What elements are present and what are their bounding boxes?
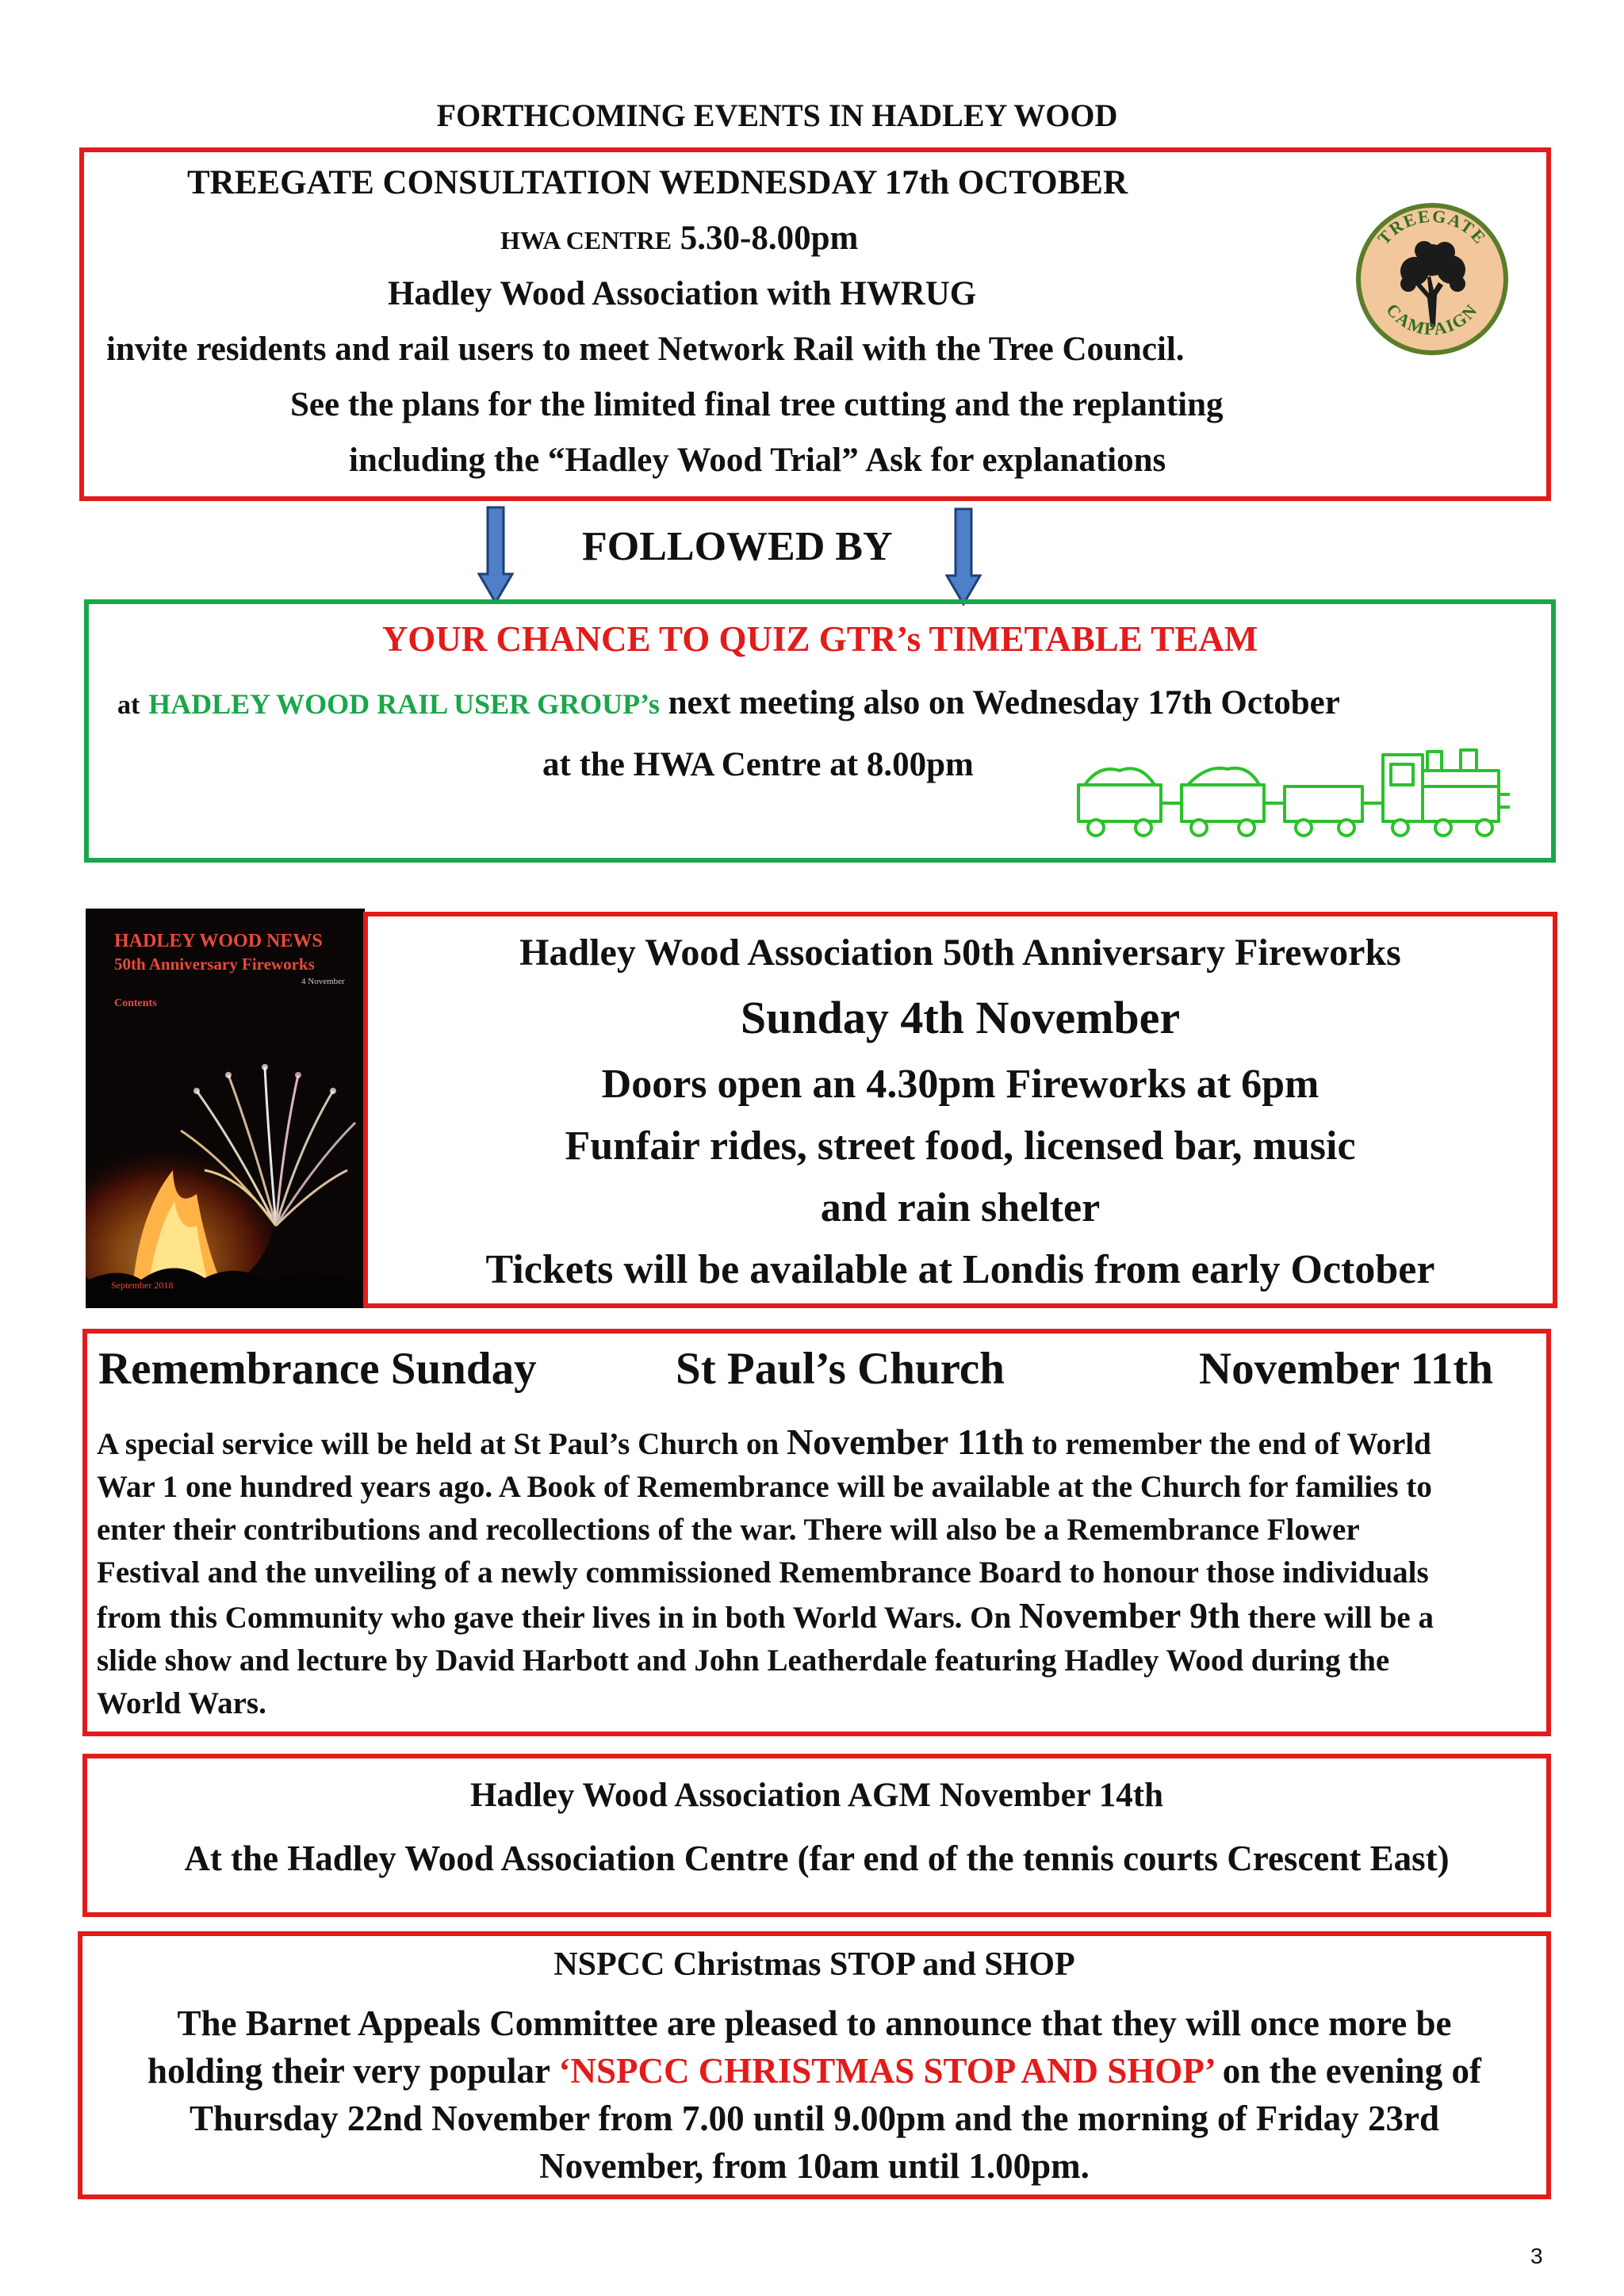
nspcc-title: NSPCC Christmas STOP and SHOP	[553, 1946, 1075, 1983]
treegate-venue: HWA CENTRE	[500, 226, 672, 254]
treegate-heading: TREEGATE CONSULTATION WEDNESDAY 17th OCTOBER	[187, 164, 1128, 201]
fireworks-section	[363, 912, 1557, 1308]
logo-bottom-text: CAMPAIGN	[1382, 299, 1482, 339]
nspcc-line: The Barnet Appeals Committee are pleased to announce that they will once more be	[177, 2003, 1452, 2043]
remembrance-section	[82, 1329, 1551, 1736]
logo-top-text: TREEGATE	[1373, 205, 1491, 249]
cover-subtitle: 50th Anniversary Fireworks	[114, 955, 315, 974]
page-title: FORTHCOMING EVENTS IN HADLEY WOOD	[436, 98, 1118, 133]
treegate-section	[79, 147, 1551, 501]
fireworks-attractions: Funfair rides, street food, licensed bar, music	[565, 1123, 1356, 1169]
treegate-plans: See the plans for the limited final tree cutting and the replanting	[290, 386, 1224, 423]
nspcc-section	[78, 1931, 1551, 2199]
nspcc-text: on the evening of	[1213, 2051, 1481, 2091]
cover-date: 4 November	[301, 977, 345, 986]
nspcc-text: holding their very popular	[147, 2051, 559, 2091]
remembrance-line	[97, 1421, 1619, 1466]
followed-by-label: FOLLOWED BY	[582, 524, 893, 569]
remembrance-text: from this Community who gave their lives in in both World Wars. On	[97, 1601, 1019, 1635]
cover-contents: Contents	[114, 997, 157, 1009]
agm-venue: At the Hadley Wood Association Centre (far end of the tennis courts Crescent East)	[184, 1839, 1450, 1878]
fireworks-title: Hadley Wood Association 50th Anniversary Fireworks	[519, 932, 1401, 974]
remembrance-line: slide show and lecture by David Harbott and John Leatherdale featuring Hadley Wood during the	[97, 1644, 1390, 1678]
fireworks-times: Doors open an 4.30pm Fireworks at 6pm	[601, 1062, 1320, 1107]
remembrance-text: there will be a	[1239, 1601, 1434, 1635]
remembrance-date: November 11th	[1199, 1344, 1494, 1394]
remembrance-line: World Wars.	[97, 1686, 266, 1720]
remembrance-text: A special service will be held at St Paul’s Church on	[97, 1427, 787, 1461]
hadley-wood-news-cover	[86, 909, 365, 1308]
remembrance-line	[97, 1594, 1619, 1640]
fireworks-tickets: Tickets will be available at Londis from early October	[485, 1247, 1435, 1292]
remembrance-line: enter their contributions and recollections of the war. There will also be a Remembrance Flower	[97, 1513, 1360, 1547]
rail-group-name: HADLEY WOOD RAIL USER GROUP’s	[148, 688, 660, 720]
down-arrow-icon-right	[945, 507, 982, 606]
cover-footer: September 2018	[111, 1280, 174, 1291]
treegate-time: 5.30-8.00pm	[680, 220, 859, 257]
rail-at: at	[117, 691, 140, 720]
down-arrow-icon-left	[477, 506, 514, 604]
nspcc-line: November, from 10am until 1.00pm.	[539, 2146, 1090, 2186]
remembrance-line: Festival and the unveiling of a newly commissioned Remembrance Board to honour those individuals	[97, 1556, 1429, 1590]
fireworks-date: Sunday 4th November	[740, 992, 1181, 1043]
nspcc-line: Thursday 22nd November from 7.00 until 9.00pm and the morning of Friday 23rd	[190, 2099, 1439, 2138]
remembrance-line: War 1 one hundred years ago. A Book of Remembrance will be available at the Church for families to	[97, 1470, 1432, 1504]
agm-title: Hadley Wood Association AGM November 14th	[470, 1777, 1163, 1814]
rail-heading: YOUR CHANCE TO QUIZ GTR’s TIMETABLE TEAM	[381, 619, 1258, 659]
treegate-invite: invite residents and rail users to meet Network Rail with the Tree Council.	[106, 331, 1185, 368]
rail-meeting-line	[117, 683, 1340, 722]
remembrance-paragraph	[97, 1421, 1619, 1725]
fireworks-shelter: and rain shelter	[820, 1185, 1101, 1230]
treegate-trial: including the “Hadley Wood Trial” Ask for explanations	[349, 442, 1166, 479]
rail-user-group-section	[84, 599, 1556, 863]
treegate-organisers: Hadley Wood Association with HWRUG	[388, 275, 977, 312]
nspcc-event-name: ‘NSPCC CHRISTMAS STOP AND SHOP’	[558, 2051, 1214, 2091]
nspcc-line	[82, 2050, 1546, 2091]
remembrance-church: St Paul’s Church	[676, 1344, 1005, 1394]
rail-meeting-date: next meeting also on Wednesday 17th October	[668, 684, 1340, 721]
remembrance-text: to remember the end of World	[1024, 1427, 1431, 1461]
rail-venue: at the HWA Centre at 8.00pm	[542, 746, 974, 783]
cover-title: HADLEY WOOD NEWS	[114, 931, 323, 951]
treegate-campaign-logo	[1353, 200, 1511, 358]
remembrance-highlight-date: November 9th	[1018, 1595, 1240, 1636]
agm-section	[82, 1754, 1551, 1917]
remembrance-highlight-date: November 11th	[786, 1422, 1025, 1462]
train-icon	[1072, 744, 1516, 847]
treegate-venue-time	[500, 219, 858, 258]
page-number: 3	[1530, 2244, 1543, 2268]
remembrance-title: Remembrance Sunday	[98, 1344, 537, 1394]
